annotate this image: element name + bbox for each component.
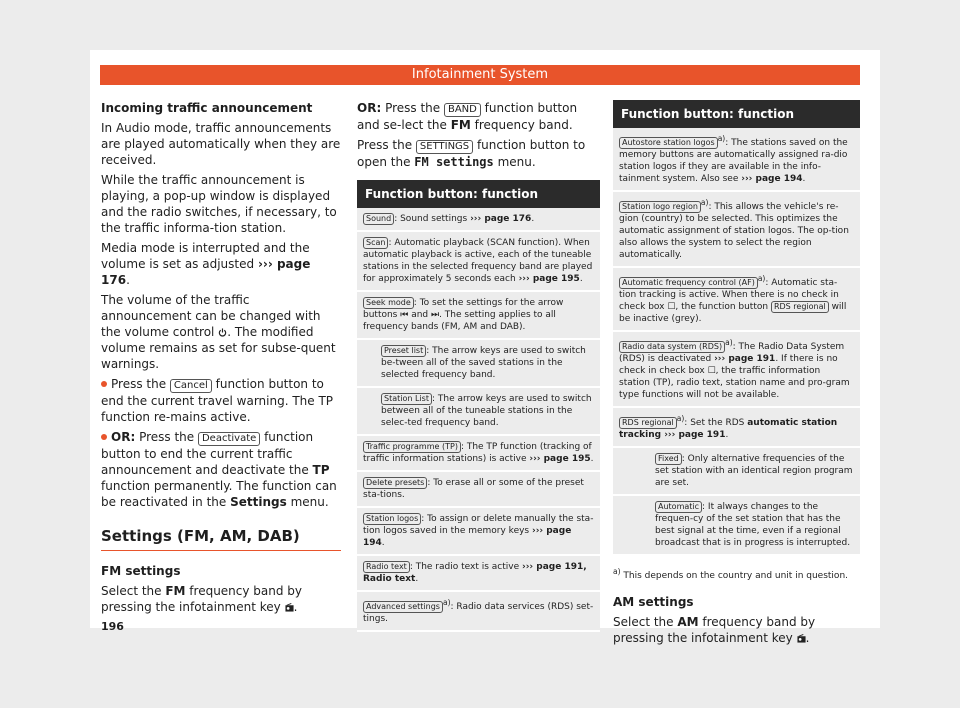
row-text: : The radio text is active	[409, 562, 522, 572]
page-link[interactable]: ››› page 176	[470, 214, 532, 224]
text: Press the	[381, 101, 444, 115]
table-row	[613, 496, 860, 556]
text: menu.	[493, 155, 536, 169]
paragraph	[101, 292, 341, 372]
row-text: : To erase all or some of the preset sta-tions.	[363, 478, 584, 500]
power-icon	[218, 328, 227, 337]
row-text: : This allows the vehicle's re-gion (country) to be selected. This optimizes the automatic assignment of station logos. The op-tion also allows the system to select the region automatically.	[619, 202, 849, 260]
text: function button to end the current traffic announcement and deactivate the	[101, 430, 314, 477]
table-row	[613, 408, 860, 448]
footnote-mark: a)	[717, 134, 726, 143]
table-row	[357, 592, 600, 632]
tp-label: TP	[312, 463, 330, 477]
settings-label: Settings	[230, 495, 287, 509]
cancel-button[interactable]: Cancel	[170, 379, 212, 393]
page-link[interactable]: ››› page 194	[741, 174, 803, 184]
row-text: : The arrow keys are used to switch be-tween all of the saved stations in the selected frequency band.	[381, 346, 586, 380]
page-link[interactable]: ››› page 191	[661, 430, 726, 440]
row-text: : Radio data services (RDS) set-tings.	[363, 602, 594, 624]
row-text: : Sound settings	[394, 214, 471, 224]
row-text: : The stations saved on the memory buttons are automatically assigned ra-dio station logos if they are available in the info-tainment system. Also see	[619, 138, 848, 184]
function-button[interactable]: Scan	[363, 237, 388, 249]
paragraph: Select the FM frequency band by pressing the infotainment key .	[101, 584, 303, 614]
column-2	[357, 100, 600, 632]
radio-icon	[797, 634, 806, 643]
function-button[interactable]: Seek mode	[363, 297, 414, 309]
deactivate-button[interactable]: Deactivate	[198, 432, 260, 446]
paragraph: While the traffic announcement is playing, a pop-up window is displayed and the radio switches, if necessary, to the traffic informa-tion station.	[101, 173, 337, 235]
row-text: .	[531, 214, 535, 224]
settings-button[interactable]: SETTINGS	[416, 140, 473, 154]
paragraph	[357, 137, 600, 170]
row-text: : The arrow keys are used to switch between all of the tuneable stations in the selec-ted frequency band.	[381, 394, 592, 428]
table-row	[357, 388, 600, 436]
table-body	[357, 208, 600, 632]
or-label: OR:	[111, 430, 136, 444]
row-text: : To assign or delete manually the sta-tion logos saved in the memory keys	[363, 514, 594, 536]
function-button[interactable]: Radio data system (RDS)	[619, 341, 725, 353]
row-text: .	[725, 430, 729, 440]
function-button[interactable]: Preset list	[381, 345, 426, 357]
footnote-mark: a)	[757, 274, 766, 283]
row-text: .	[579, 274, 583, 284]
function-button[interactable]: Traffic programme (TP)	[363, 441, 461, 453]
table-row	[357, 340, 600, 388]
paragraph: In Audio mode, traffic announcements are played automatically when they are received.	[101, 121, 341, 167]
function-button[interactable]: Station logos	[363, 513, 421, 525]
text: The volume of the traffic announcement can be changed with the volume control	[101, 293, 321, 339]
bullet-item	[101, 376, 341, 425]
heading-am: AM settings	[613, 595, 694, 609]
footnote-text: This depends on the country and unit in question.	[623, 571, 849, 581]
heading-traffic: Incoming traffic announcement	[101, 101, 313, 115]
footnote	[613, 564, 860, 584]
page-number: 196	[101, 620, 124, 633]
am-label: AM	[677, 615, 699, 629]
table-row	[357, 508, 600, 556]
table-row	[357, 208, 600, 232]
page-link[interactable]: ››› page 195	[518, 274, 580, 284]
rds-regional-button[interactable]: RDS regional	[771, 301, 829, 313]
bullet-icon	[101, 381, 107, 387]
row-text: . If there is no check in check box ☐, the traffic information station (TP), radio text, station name and pro-gram type functions will not be available.	[619, 354, 850, 400]
function-button[interactable]: Automatic	[655, 501, 702, 513]
function-button[interactable]: Automatic frequency control (AF)	[619, 277, 758, 289]
bullet-item	[101, 429, 341, 510]
page-link[interactable]: ››› page 195	[529, 454, 591, 464]
page-link[interactable]: ››› page 191	[714, 354, 776, 364]
radio-icon	[285, 603, 294, 612]
fm-label: FM	[165, 584, 186, 598]
row-text: : Set the RDS	[684, 418, 748, 428]
paragraph	[357, 100, 600, 133]
row-text: will be inactive (grey).	[619, 302, 847, 324]
function-button[interactable]: Sound	[363, 213, 394, 225]
text: frequency band.	[470, 118, 573, 132]
function-button[interactable]: Autostore station logos	[619, 137, 718, 149]
function-table	[357, 180, 600, 632]
page-link[interactable]: ››› page 176	[101, 257, 311, 287]
table-body	[613, 128, 860, 556]
or-label: OR:	[357, 101, 382, 115]
table-row	[357, 292, 600, 340]
table-header: Function button: function	[613, 100, 860, 128]
text: function button to end the current travel warning. The TP function re-mains active.	[101, 377, 334, 424]
page-link[interactable]: ››› page 191, Radio text	[363, 562, 587, 584]
bullet-icon	[101, 434, 107, 440]
function-table	[613, 100, 860, 556]
column-1	[101, 100, 341, 619]
function-button[interactable]: Fixed	[655, 453, 682, 465]
function-button[interactable]: Station logo region	[619, 201, 701, 213]
text: menu.	[286, 495, 329, 509]
row-text: .	[590, 454, 594, 464]
table-row	[357, 472, 600, 508]
table-row	[613, 192, 860, 268]
footnote-mark: a)	[442, 598, 451, 607]
row-text: : Automatic playback (SCAN function). When automatic playback is active, each of the tuneable stations in the selected frequency band are played for approximately 5 seconds each	[363, 238, 593, 284]
table-row	[357, 436, 600, 472]
band-button[interactable]: BAND	[444, 103, 481, 117]
function-button[interactable]: RDS regional	[619, 417, 677, 429]
row-text: : Only alternative frequencies of the set station with an identical region program are set.	[655, 454, 853, 488]
paragraph: Select the AM frequency band by pressing the infotainment key .	[613, 615, 816, 645]
footnote-mark: a)	[613, 567, 621, 576]
footnote-mark: a)	[676, 414, 685, 423]
table-row	[613, 448, 860, 496]
row-text: .	[415, 574, 419, 584]
table-row	[357, 556, 600, 592]
text: Media mode is interrupted and the volume is set as adjusted	[101, 241, 310, 271]
paragraph: Media mode is interrupted and the volume is set as adjusted ››› page 176.	[101, 241, 311, 287]
text: Press the	[135, 430, 198, 444]
text: function permanently. The function can be reactivated in the	[101, 479, 337, 509]
text: . The modified volume remains as set for subse-quent warnings.	[101, 325, 336, 371]
table-row	[613, 128, 860, 192]
text: Select the	[613, 615, 678, 629]
row-text: .	[802, 174, 806, 184]
section-header: Infotainment System	[100, 65, 860, 85]
footnote-mark: a)	[725, 338, 733, 347]
text: function button and se-lect the	[357, 101, 578, 132]
row-text: : Automatic sta-tion tracking is active. When there is no check in check box ☐, the function button	[619, 278, 839, 312]
table-row	[357, 232, 600, 292]
row-text: .	[381, 538, 385, 548]
section-title: Settings (FM, AM, DAB)	[101, 528, 341, 551]
text: function button to open the	[357, 138, 586, 169]
table-row	[613, 268, 860, 332]
row-text: : It always changes to the frequen-cy of the set station that has the best signal at the time, even if a regional broadcast that is in progress is interrupted.	[655, 502, 851, 548]
row-bold-text: automatic station tracking	[619, 418, 838, 440]
text: Press the	[357, 138, 416, 152]
function-button[interactable]: Delete presets	[363, 477, 427, 489]
column-3	[613, 100, 860, 650]
row-text: : To set the settings for the arrow buttons ⏮ and ⏭. The setting applies to all frequency bands (FM, AM and DAB).	[363, 298, 564, 332]
menu-name: FM settings	[414, 155, 494, 169]
row-text: : The TP function (tracking of traffic information stations) is active	[363, 442, 592, 464]
row-text: : The Radio Data System (RDS) is deactivated	[619, 342, 845, 364]
function-button[interactable]: Station List	[381, 393, 432, 405]
text: frequency band by pressing the infotainment key	[613, 615, 816, 645]
page-link[interactable]: ››› page 194	[363, 526, 572, 548]
fm-label: FM	[450, 118, 471, 132]
text: frequency band by pressing the infotainment key	[101, 584, 303, 614]
table-header: Function button: function	[357, 180, 600, 208]
text: Press the	[111, 377, 170, 391]
heading-fm: FM settings	[101, 564, 181, 578]
footnote-mark: a)	[700, 198, 709, 207]
function-button[interactable]: Radio text	[363, 561, 410, 573]
table-row	[613, 332, 860, 408]
function-button[interactable]: Advanced settings	[363, 601, 443, 613]
text: Select the	[101, 584, 166, 598]
